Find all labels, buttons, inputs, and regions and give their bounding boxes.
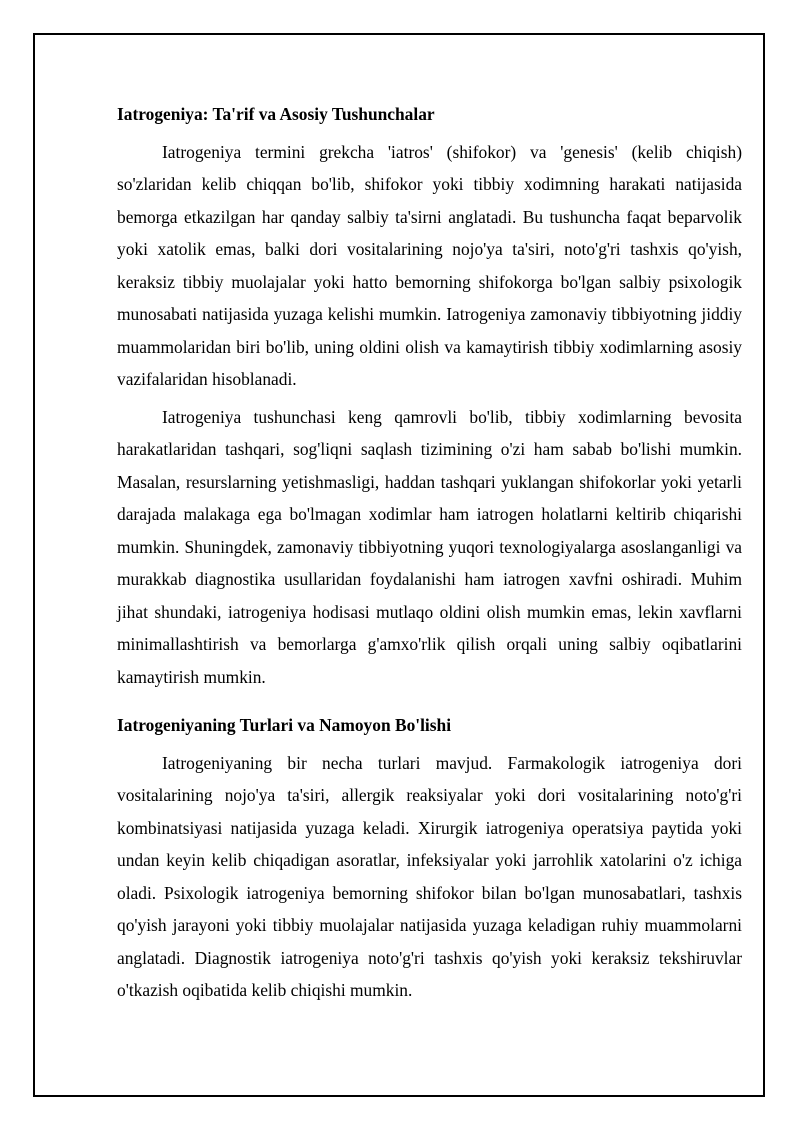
paragraph: Iatrogeniya tushunchasi keng qamrovli bo'lib, tibbiy xodimlarning bevosita harakatlaridan tashqari, sog'liqni saqlash tizimining o'zi ham sabab bo'lishi mumkin. Masalan, resurslarning yetishmasligi, haddan tashqari yuklangan shifokorlar yoki yetarli darajada malakaga ega bo'lmagan xodimlar ham iatrogen holatlarni keltirib chiqarishi mumkin. Shuningdek, zamonaviy tibbiyotning yuqori texnologiyalarga asoslanganligi va murakkab diagnostika usullaridan foydalanishi ham iatrogen xavfni oshiradi. Muhim jihat shundaki, iatrogeniya hodisasi mutlaqo oldini olish mumkin emas, lekin xavflarni minimallashtirish va bemorlarga g'amxo'rlik qilish orqali uning salbiy oqibatlarini kamaytirish mumkin.	[117, 406, 742, 687]
section-heading: Iatrogeniyaning Turlari va Namoyon Bo'lishi	[117, 715, 452, 735]
paragraph: Iatrogeniyaning bir necha turlari mavjud. Farmakologik iatrogeniya dori vositalarining nojo'ya ta'siri, allergik reaksiyalar yoki dori vositalarining noto'g'ri kombinatsiyasi natijasida yuzaga keladi. Xirurgik iatrogeniya operatsiya paytida yoki undan keyin kelib chiqadigan asoratlar, infeksiyalar yoki jarrohlik xatolarini o'z ichiga oladi. Psixologik iatrogeniya bemorning shifokor bilan bo'lgan munosabatlari, tashxis qo'yish jarayoni yoki tibbiy muolajalar natijasida yuzaga keladigan ruhiy muammolarni anglatadi. Diagnostik iatrogeniya noto'g'ri tashxis qo'yish yoki keraksiz tekshiruvlar o'tkazish oqibatida kelib chiqishi mumkin.	[117, 752, 742, 1000]
section-heading: Iatrogeniya: Ta'rif va Asosiy Tushunchalar	[117, 104, 435, 124]
document-body	[117, 98, 742, 1012]
section-types	[117, 709, 742, 1007]
section-definition	[117, 98, 742, 693]
paragraph: Iatrogeniya termini grekcha 'iatros' (shifokor) va 'genesis' (kelib chiqish) so'zlaridan kelib chiqqan bo'lib, shifokor yoki tibbiy xodimning harakati natijasida bemorga etkazilgan har qanday salbiy ta'sirni anglatadi. Bu tushuncha faqat beparvolik yoki xatolik emas, balki dori vositalarining nojo'ya ta'siri, noto'g'ri tashxis qo'yish, keraksiz tibbiy muolajalar yoki hatto bemorning shifokorga bo'lgan salbiy psixologik munosabati natijasida yuzaga kelishi mumkin. Iatrogeniya zamonaviy tibbiyotning jiddiy muammolaridan biri bo'lib, uning oldini olish va kamaytirish tibbiy xodimlarning asosiy vazifalaridan hisoblanadi.	[117, 141, 742, 389]
